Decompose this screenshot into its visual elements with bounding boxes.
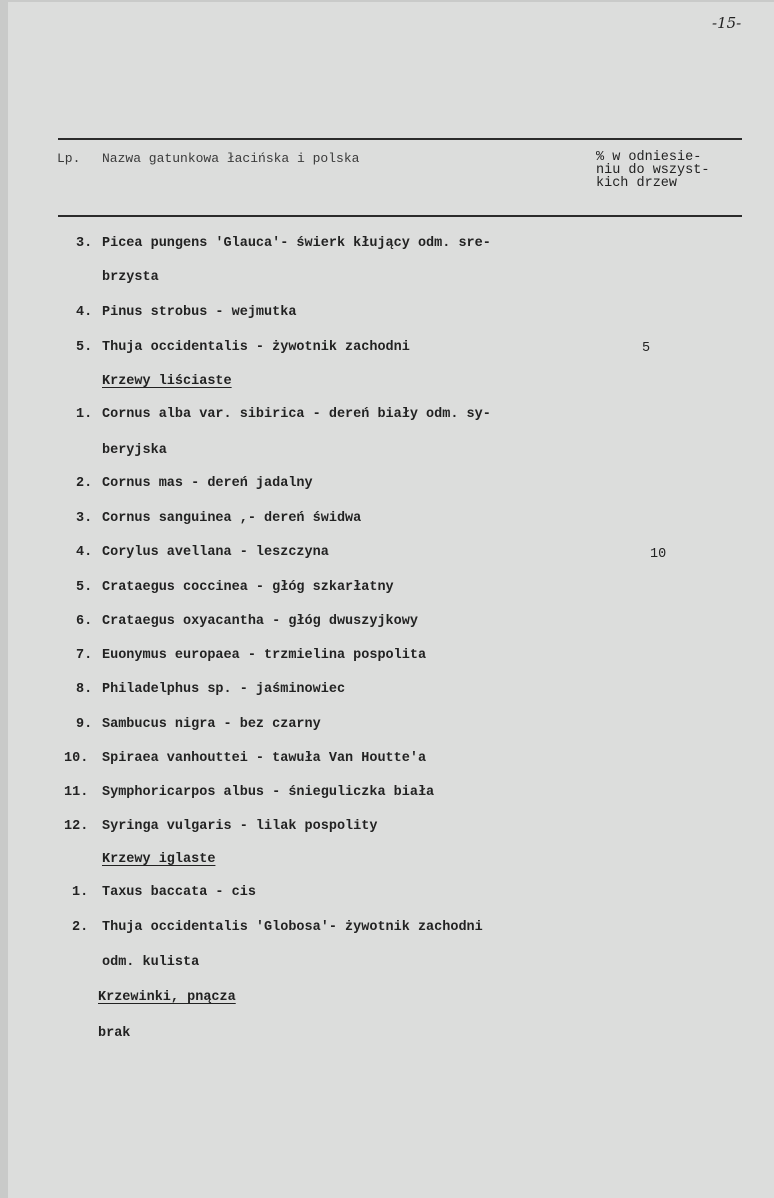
- row-number: 9.: [76, 717, 93, 732]
- column-header-lp: Lp.: [57, 151, 81, 166]
- row-text: Crataegus coccinea - głóg szkarłatny: [102, 580, 394, 595]
- row-text: beryjska: [102, 443, 167, 458]
- row-number: 12.: [64, 819, 89, 834]
- row-text: Crataegus oxyacantha - głóg dwuszyjkowy: [102, 614, 418, 629]
- row-text: Cornus mas - dereń jadalny: [102, 476, 313, 491]
- row-text: Spiraea vanhouttei - tawuła Van Houtte'a: [102, 751, 427, 766]
- row-number: 5.: [76, 580, 93, 595]
- row-text: brzysta: [102, 270, 159, 285]
- row-number: 4.: [76, 305, 93, 320]
- column-header-percent: % w odniesie- niu do wszyst- kich drzew: [596, 150, 710, 191]
- section-heading: Krzewinki, pnącza: [98, 990, 236, 1005]
- section-heading: Krzewy iglaste: [102, 852, 216, 867]
- row-text: Symphoricarpos albus - śnieguliczka biała: [102, 785, 435, 800]
- row-text: Corylus avellana - leszczyna: [102, 545, 329, 560]
- row-number: 5.: [76, 340, 93, 355]
- row-number: 1.: [76, 407, 93, 422]
- row-text: Picea pungens 'Glauca'- świerk kłujący odm. sre-: [102, 236, 491, 251]
- row-text: brak: [98, 1026, 131, 1041]
- row-number: 2.: [76, 476, 93, 491]
- row-number: 1.: [72, 885, 89, 900]
- row-text: Cornus sanguinea ,- dereń świdwa: [102, 511, 362, 526]
- row-text: Syringa vulgaris - lilak pospolity: [102, 819, 378, 834]
- row-text: Sambucus nigra - bez czarny: [102, 717, 321, 732]
- page-number: -15-: [712, 14, 742, 32]
- column-header-name: Nazwa gatunkowa łacińska i polska: [102, 151, 360, 166]
- row-text: Taxus baccata - cis: [102, 885, 256, 900]
- row-number: 6.: [76, 614, 93, 629]
- row-text: Euonymus europaea - trzmielina pospolita: [102, 648, 427, 663]
- row-number: 3.: [76, 511, 93, 526]
- row-number: 2.: [72, 920, 89, 935]
- row-number: 8.: [76, 682, 93, 697]
- row-text: odm. kulista: [102, 955, 200, 970]
- row-text: Thuja occidentalis - żywotnik zachodni: [102, 340, 410, 355]
- row-text: Thuja occidentalis 'Globosa'- żywotnik zachodni: [102, 920, 483, 935]
- row-number: 4.: [76, 545, 93, 560]
- row-number: 11.: [64, 785, 89, 800]
- table-header-top-rule: [58, 138, 742, 140]
- row-number: 3.: [76, 236, 93, 251]
- table-header-bottom-rule: [58, 215, 742, 217]
- row-number: 7.: [76, 648, 93, 663]
- row-percent: 10: [650, 547, 667, 562]
- section-heading: Krzewy liściaste: [102, 374, 232, 389]
- row-text: Cornus alba var. sibirica - dereń biały odm. sy-: [102, 407, 491, 422]
- row-percent: 5: [642, 341, 651, 356]
- row-text: Philadelphus sp. - jaśminowiec: [102, 682, 346, 697]
- row-text: Pinus strobus - wejmutka: [102, 305, 297, 320]
- row-number: 10.: [64, 751, 89, 766]
